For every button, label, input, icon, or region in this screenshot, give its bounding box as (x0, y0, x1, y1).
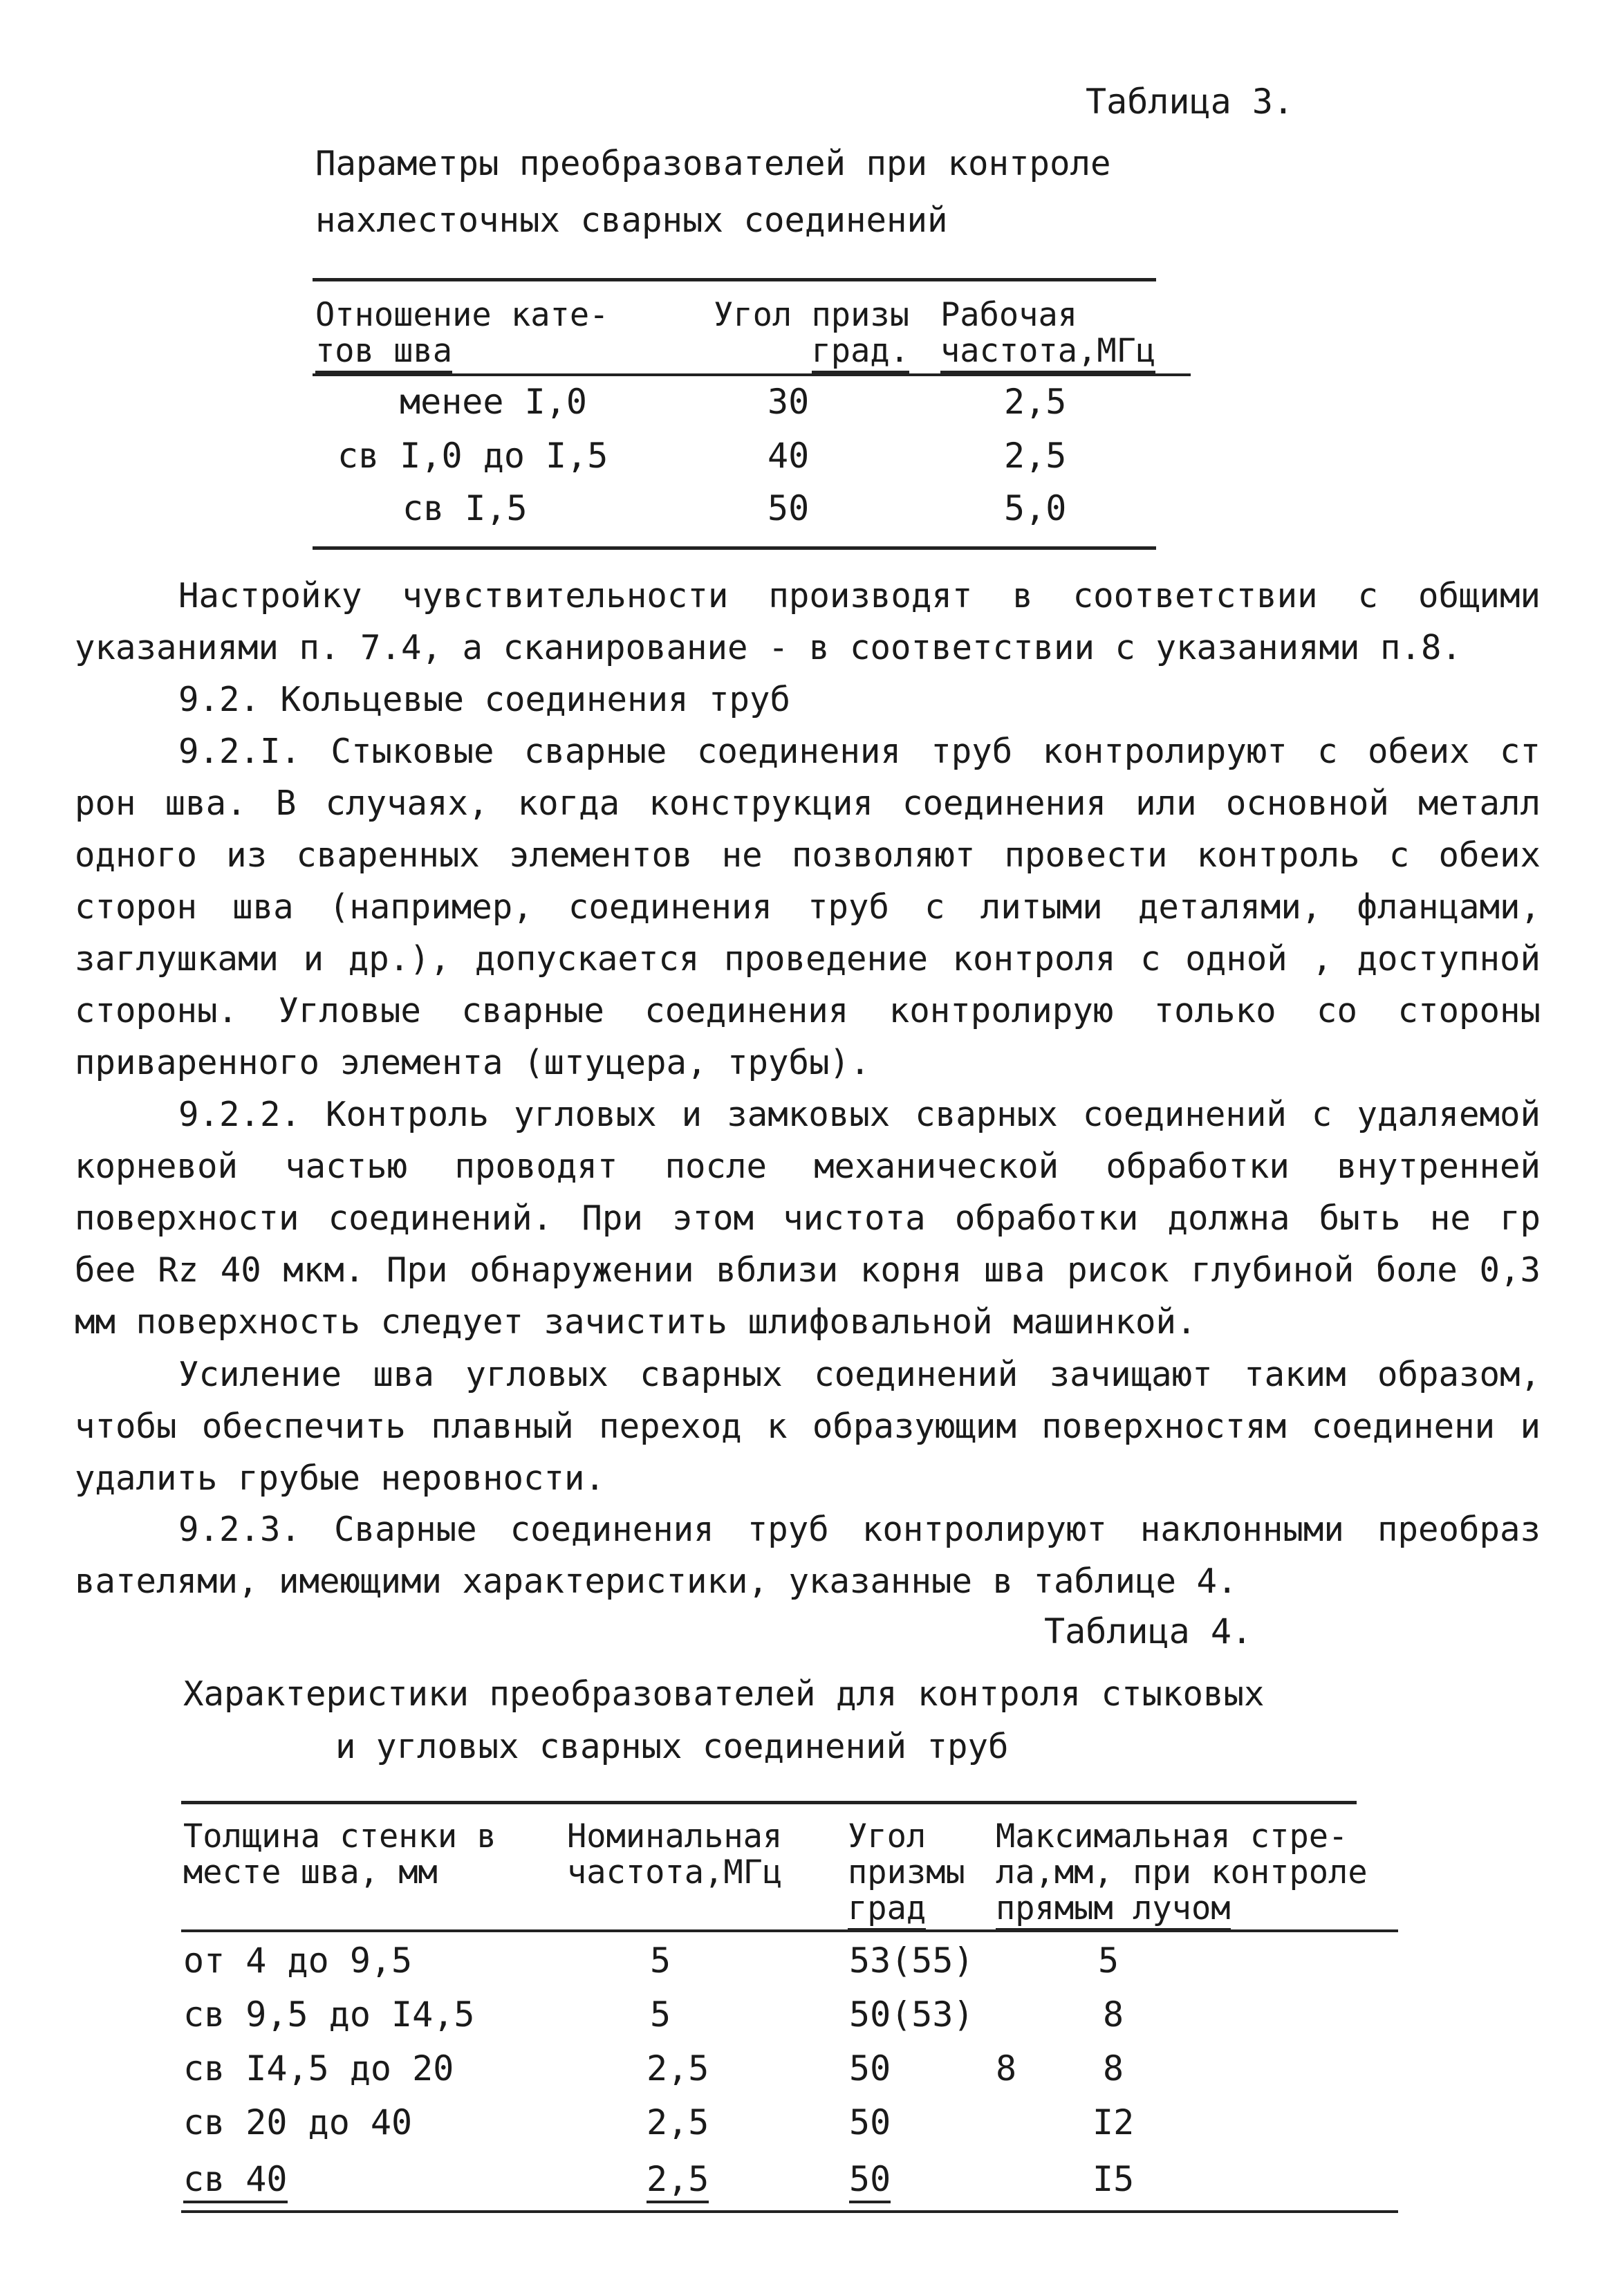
table3-header-angle: Угол призы град. (681, 297, 909, 373)
table3-title (315, 136, 1283, 249)
table4-row1-angle: 53(55) (849, 1941, 974, 1981)
table3-label: Таблица 3. (1086, 82, 1294, 122)
paragraph-reinforcement: Усиление шва угловых сварных соединений зачищают таким образом, чтобы обеспечить плавный переход к образующим поверхностям соединени и удалить грубые неровности. (75, 1355, 1541, 1498)
table4-row2-freq: 5 (650, 1994, 671, 2035)
table4-header-angle: Угол призмы град (848, 1819, 1007, 1931)
table4-row2-arrow: 8 (1103, 1994, 1124, 2035)
table4-row3-extra: 8 (996, 2048, 1017, 2089)
table4-top-rule (181, 1801, 1357, 1804)
section-heading-9-2: 9.2. Кольцевые соединения труб (178, 680, 791, 719)
table4-row2-angle: 50(53) (849, 1994, 974, 2035)
table3-row2-ratio: св I,0 до I,5 (337, 436, 608, 476)
table4-row1-arrow: 5 (1098, 1941, 1119, 1981)
table3-row1-freq: 2,5 (1004, 382, 1067, 422)
table3-header-rule (313, 373, 1191, 376)
table4-bottom-rule (181, 2210, 1398, 2213)
table3-row2-freq: 2,5 (1004, 436, 1067, 476)
paragraph-9-2-1: 9.2.I. Стыковые сварные соединения труб контролируют с обеих ст рон шва. В случаях, когда конструкция соединения или основной металл одного из сваренных элементов не позволяют провести контроль с обеих сторон шва (например, соединения труб с литыми деталями, фланцами, заглушками и др.), допускается проведение контроля с одной , доступной стороны. Угловые сварные соединения контролирую только со стороны приваренного элемента (штуцера, трубы). (75, 732, 1541, 1082)
table4-row5-thickness: св 40 (183, 2159, 288, 2203)
table4-header-rule (181, 1929, 1398, 1932)
table3-title-line1: Параметры преобразователей при контроле (315, 144, 1111, 183)
table3-row2-angle: 40 (768, 436, 810, 476)
table4-header-thickness: Толщина стенки в месте шва, мм (183, 1817, 496, 1891)
table4-row1-freq: 5 (650, 1941, 671, 1981)
table4-row3-freq: 2,5 (647, 2048, 709, 2089)
table4-row5-angle: 50 (849, 2159, 891, 2203)
table4-row3-angle: 50 (849, 2048, 891, 2089)
paragraph-9-2-3: 9.2.3. Сварные соединения труб контролируют наклонными преобраз вателями, имеющими характеристики, указанные в таблице 4. (75, 1510, 1541, 1601)
table4-row4-thickness: св 20 до 40 (183, 2102, 413, 2142)
table4-row5-freq: 2,5 (647, 2159, 709, 2203)
table4-row2-thickness: св 9,5 до I4,5 (183, 1994, 475, 2035)
table3-row1-angle: 30 (768, 382, 810, 422)
table3-top-rule (313, 278, 1156, 281)
table3-bottom-rule (313, 546, 1156, 550)
table3-header-freq: Рабочая частота,МГц (940, 297, 1189, 373)
table4-title (183, 1668, 1428, 1773)
table3-row3-freq: 5,0 (1004, 488, 1067, 528)
paragraph-9-2-2: 9.2.2. Контроль угловых и замковых сварных соединений с удаляемой корневой частью проводят после механической обработки внутренней поверхности соединений. При этом чистота обработки должна быть не гр бее Rz 40 мкм. При обнаружении вблизи корня шва рисок глубиной боле 0,3 мм поверхность следует зачистить шлифовальной машинкой. (75, 1095, 1541, 1342)
table3-row1-ratio: менее I,0 (400, 382, 587, 422)
table4-row4-angle: 50 (849, 2102, 891, 2142)
table3-title-line2: нахлесточных сварных соединений (315, 201, 948, 240)
table4-label: Таблица 4. (1044, 1611, 1253, 1651)
table3-row3-angle: 50 (768, 488, 810, 528)
table4-row3-arrow: 8 (1103, 2048, 1124, 2089)
paragraph-calibration: Настройку чувствительности производят в соответствии с общими указаниями п. 7.4, а сканирование - в соответствии с указаниями п.8. (75, 576, 1541, 667)
table4-header-freq: Номинальная частота,МГц (567, 1817, 783, 1891)
table4-row3-thickness: св I4,5 до 20 (183, 2048, 454, 2089)
table4-row4-arrow: I2 (1092, 2102, 1135, 2142)
table4-title-line1: Характеристики преобразователей для контроля стыковых (183, 1674, 1265, 1714)
table4-row1-thickness: от 4 до 9,5 (183, 1941, 413, 1981)
table3-header-ratio: Отношение кате- тов шва (315, 297, 661, 373)
table4-title-line2: и угловых сварных соединений труб (335, 1727, 1009, 1766)
table4-row5-arrow: I5 (1092, 2159, 1135, 2199)
table4-header-max-arrow: Максимальная стре- ла,мм, при контроле прямым лучом (996, 1819, 1424, 1931)
table3-row3-ratio: св I,5 (402, 488, 528, 528)
table4-row4-freq: 2,5 (647, 2102, 709, 2142)
